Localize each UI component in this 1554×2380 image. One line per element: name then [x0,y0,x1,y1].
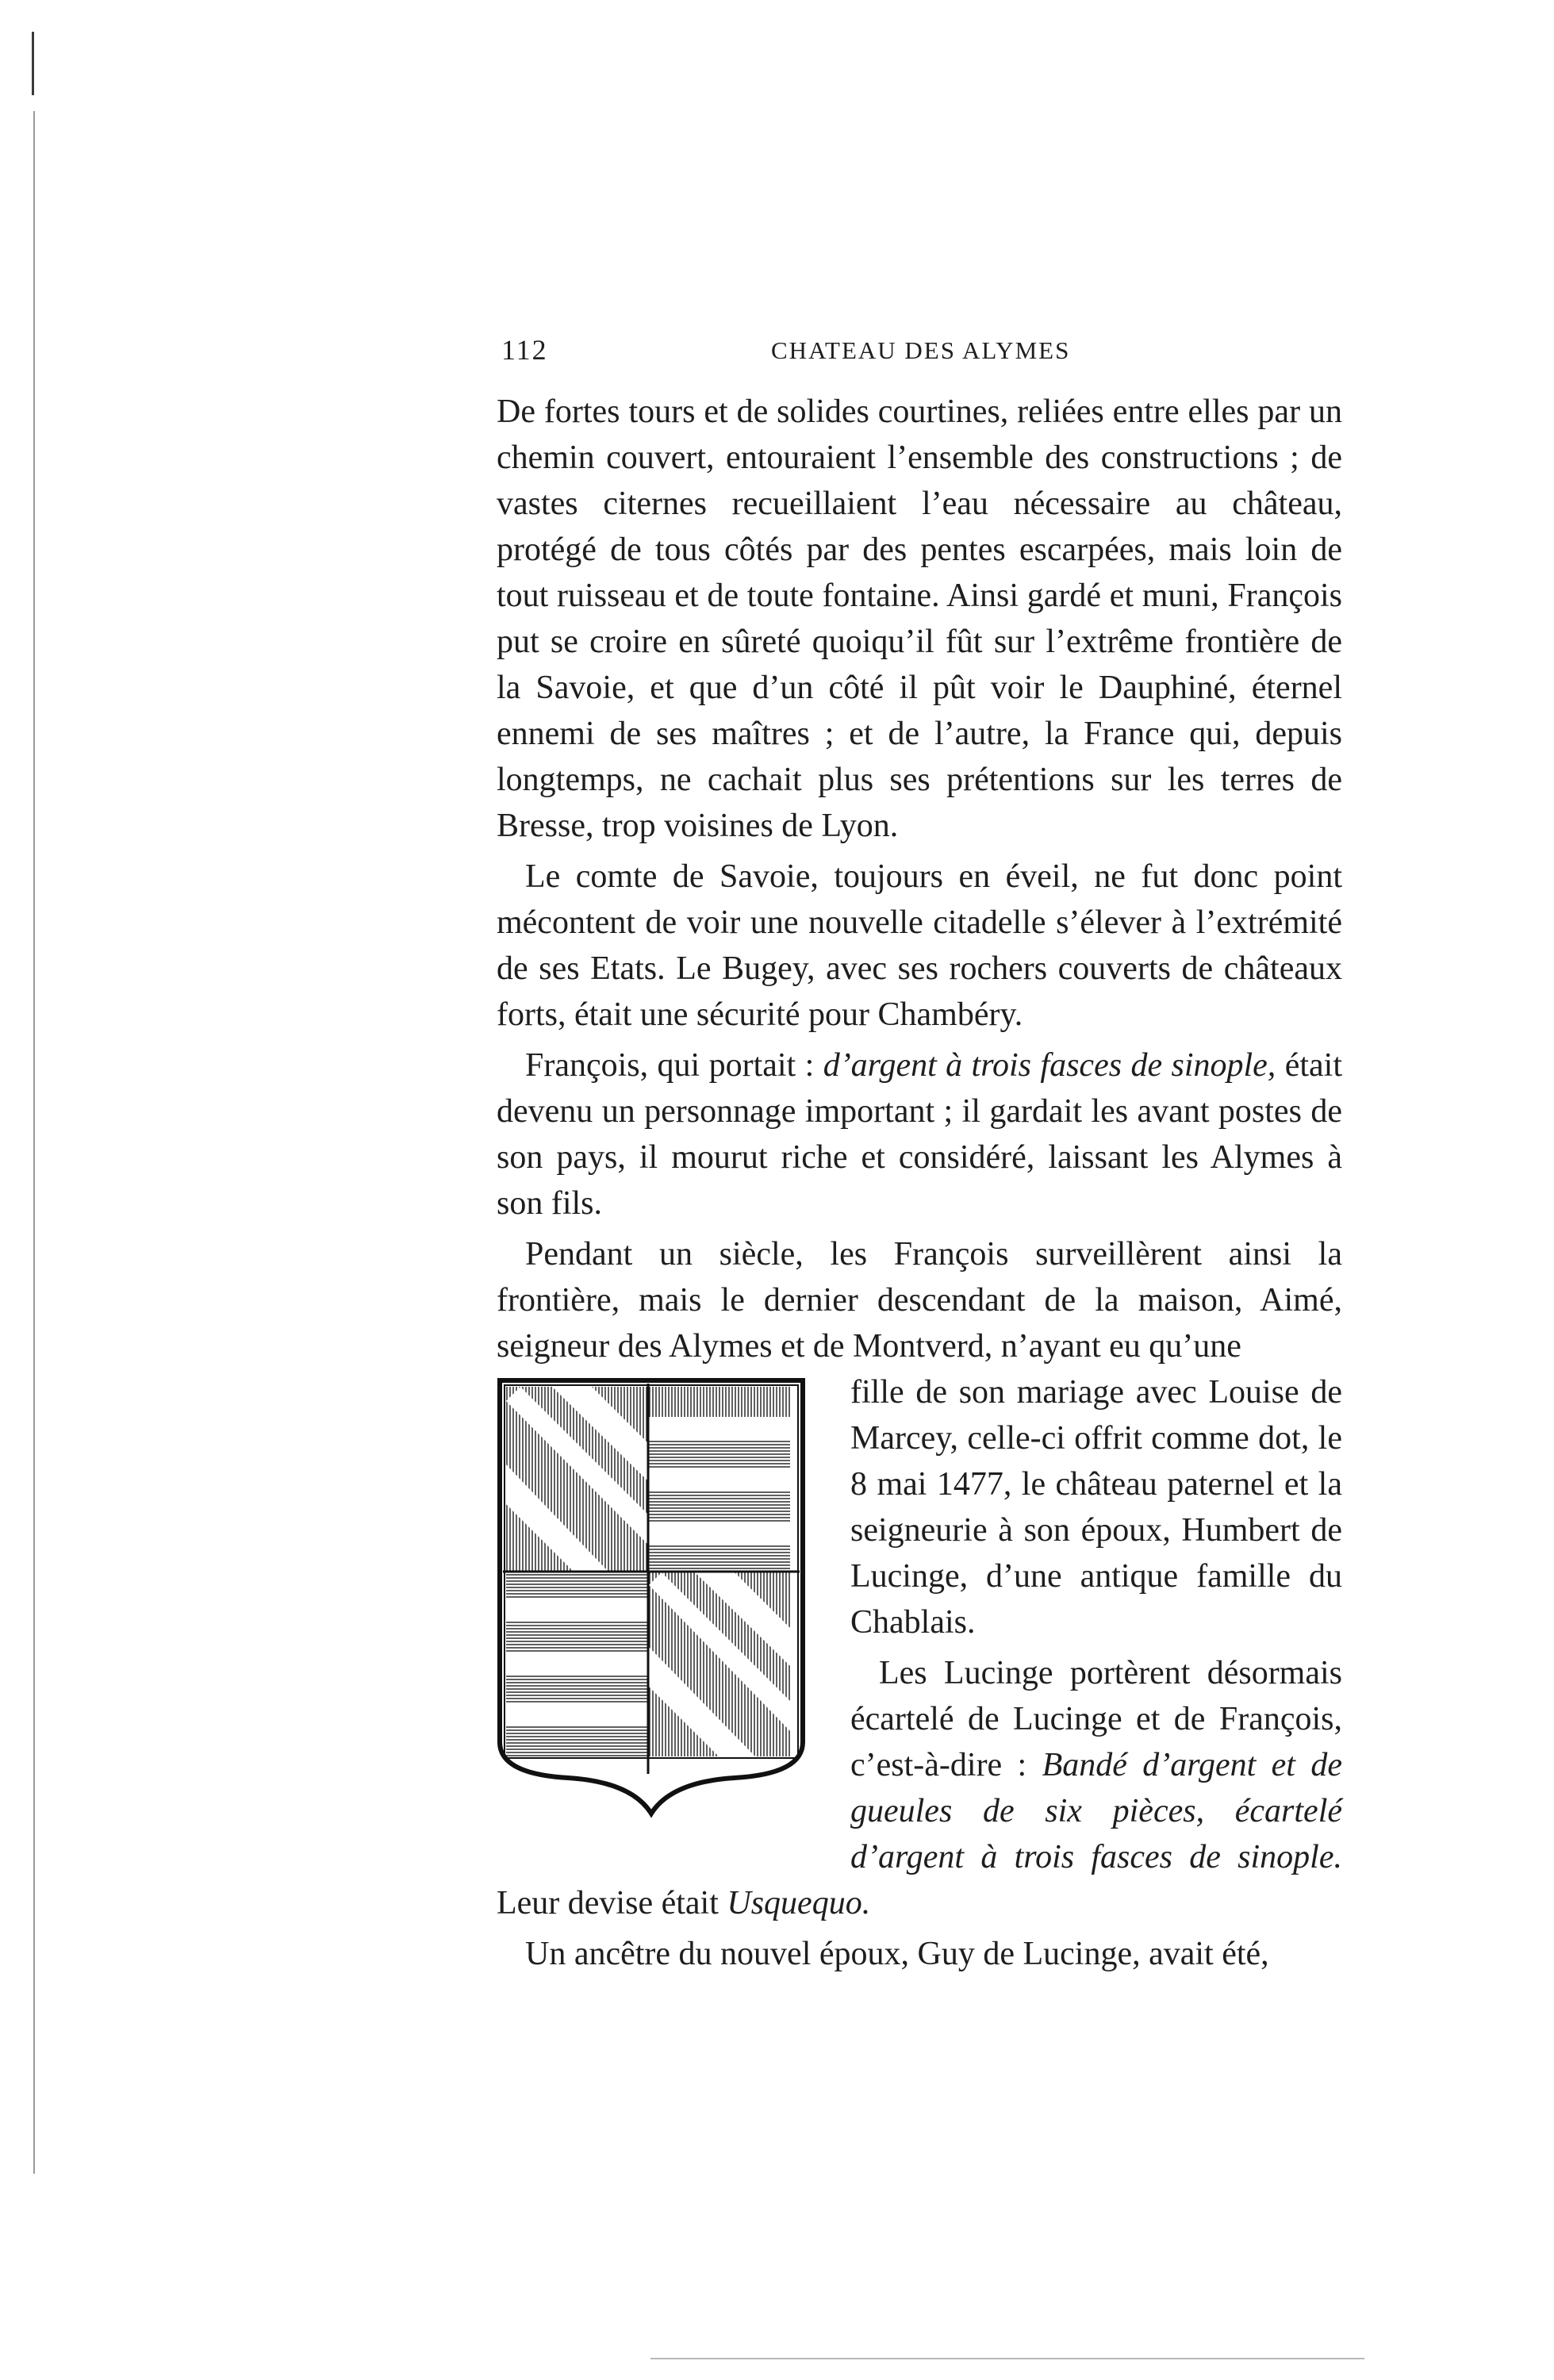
body-text [497,389,1342,1977]
running-head: CHATEAU DES ALYMES [771,336,1071,364]
paragraph-2: Le comte de Savoie, toujours en éveil, ne fut donc point mécontent de voir une nouvelle citadelle s’élever à l’extrémité de ses Etats. Le Bugey, avec ses rochers couverts de châteaux forts, était une sécurité pour Chambéry. [497,858,1342,1033]
scan-edge-mark [33,111,35,2174]
blazon-lucinge: Bandé d’argent et de gueules de six pièces, écartelé d’argent à trois fasces de sinople. [850,1747,1342,1875]
scan-bottom-line [650,2358,1364,2359]
motto: Usquequo. [727,1885,871,1921]
coat-of-arms-figure [497,1377,833,1837]
paragraph-6: Un ancêtre du nouvel époux, Guy de Lucinge, avait été, [525,1936,1269,1972]
paragraph-5-mid: Leur devise était [497,1885,727,1921]
paragraph-4-continued: fille de son mariage avec Louise de Marcey, celle-ci offrit comme dot, le 8 mai 1477, le château paternel et la seigneurie à son époux, Humbert de Lucinge, d’une antique famille du Chablais. [850,1374,1342,1641]
coat-of-arms-icon [497,1377,806,1821]
paragraph-5-start: Les Lucinge portèrent désormais écartelé de Lucinge et de François, c’est-à-dire : [850,1655,1342,1783]
paragraph-1: De fortes tours et de solides courtines, reliées entre elles par un chemin couvert, entouraient l’ensemble des constructions ; de vastes citernes recueillaient l’eau nécessaire au château, protégé de tous côtés par des pentes escarpées, mais loin de tout ruisseau et de toute fontaine. Ainsi gardé et muni, François put se croire en sûreté quoiqu’il fût sur l’extrême frontière de la Savoie, et que d’un côté il pût voir le Dauphiné, éternel ennemi de ses maîtres ; et de l’autre, la France qui, depuis longtemps, ne cachait plus ses prétentions sur les terres de Bresse, trop voisines de Lyon. [497,393,1342,844]
paragraph-4: Pendant un siècle, les François surveillèrent ainsi la frontière, mais le dernier descendant de la maison, Aimé, seigneur des Alymes et de Montverd, n’ayant eu qu’une [497,1236,1342,1365]
paragraph-3 [497,1042,1342,1226]
paragraph-3-end: était devenu un personnage important ; il gardait les avant postes de son pays, il mourut riche et considéré, laissant les Alymes à son fils. [497,1047,1342,1222]
page-header [501,333,1342,373]
paragraph-3-start: François, qui portait : [525,1047,823,1084]
scan-edge-mark [32,32,34,95]
blazon-francois: d’argent à trois fasces de sinople, [823,1047,1276,1084]
page-number: 112 [501,334,548,366]
